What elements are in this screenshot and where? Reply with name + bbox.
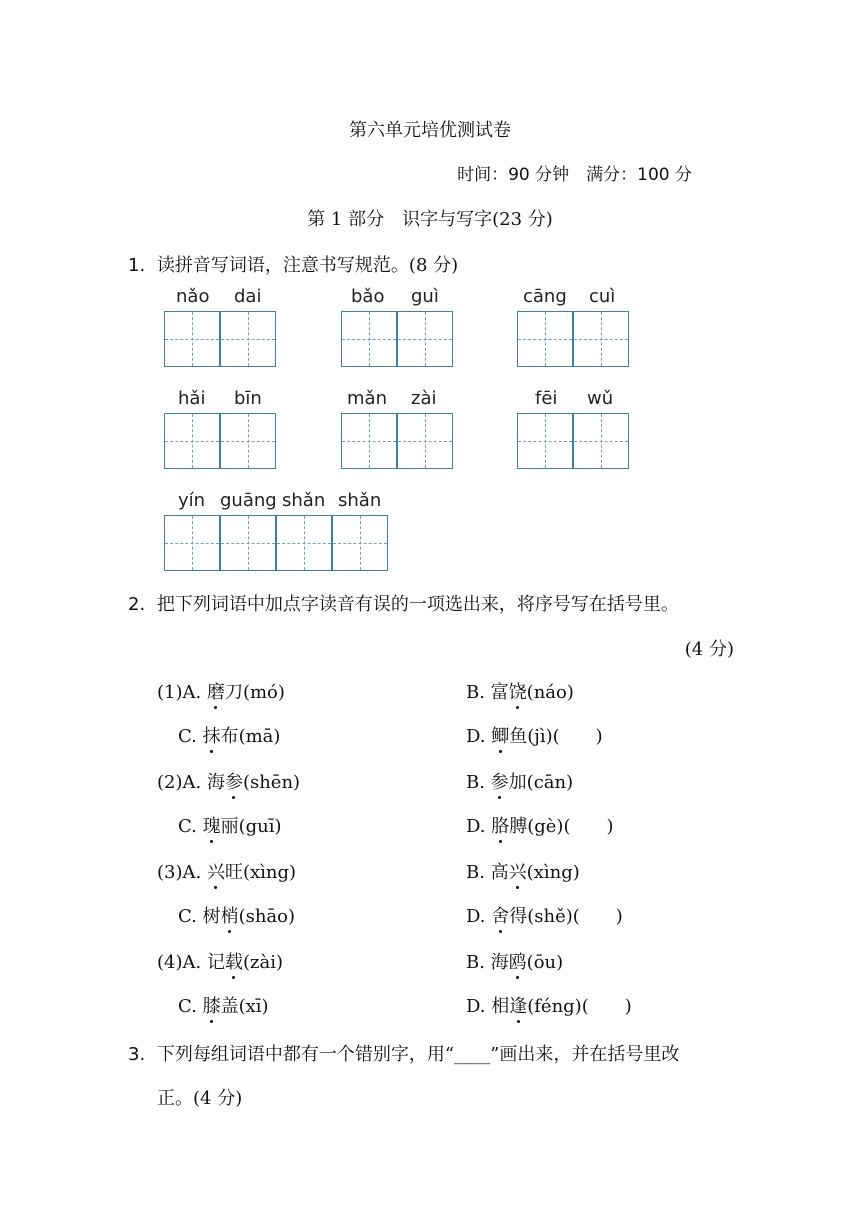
question-3-continued: 正。(4 分)	[157, 1088, 243, 1109]
option-3c	[178, 902, 295, 928]
option-suffix: 盖(xī)	[220, 996, 269, 1017]
option-suffix: (ōu)	[526, 952, 564, 973]
option-2c	[178, 812, 282, 838]
option-suffix: 加(cān)	[508, 772, 574, 793]
option-prefix: D. 相	[466, 996, 510, 1017]
writing-box[interactable]	[517, 311, 573, 367]
writing-box[interactable]	[341, 413, 397, 469]
option-prefix: (2)A. 海	[157, 772, 225, 793]
dotted-char: 兴	[509, 858, 527, 884]
option-prefix: C.	[178, 996, 203, 1017]
option-2d	[466, 812, 614, 838]
option-prefix: B.	[466, 772, 491, 793]
writing-box[interactable]	[276, 515, 332, 571]
option-3d	[466, 902, 623, 928]
option-suffix: (shēn)	[242, 772, 301, 793]
dotted-char: 瑰	[203, 812, 221, 838]
option-prefix: B. 海	[466, 952, 509, 973]
writing-box[interactable]	[164, 413, 220, 469]
option-suffix: 旺(xìng)	[224, 862, 297, 883]
dotted-char: 鸥	[509, 948, 527, 974]
option-suffix: 得(shě)( )	[509, 906, 623, 927]
question-number: 1.	[128, 255, 146, 276]
option-1b	[466, 678, 574, 704]
option-prefix: D.	[466, 906, 492, 927]
pinyin-label: hǎi	[178, 388, 206, 409]
pinyin-label: cuì	[589, 286, 616, 307]
option-1a	[157, 678, 285, 704]
writing-box[interactable]	[573, 311, 629, 367]
option-prefix: B. 高	[466, 862, 509, 883]
dotted-char: 抹	[203, 722, 221, 748]
dotted-char: 参	[225, 768, 243, 794]
option-2a	[157, 768, 300, 794]
pinyin-label: fēi	[535, 388, 558, 409]
pinyin-label: shǎn	[282, 490, 326, 511]
page-title: 第六单元培优测试卷	[349, 120, 511, 141]
option-prefix: D.	[466, 726, 492, 747]
pinyin-label: shǎn	[338, 490, 382, 511]
option-4b	[466, 948, 563, 974]
dotted-char: 兴	[207, 858, 225, 884]
exam-meta: 时间：90 分钟 满分：100 分	[457, 165, 692, 185]
option-suffix: 刀(mó)	[224, 682, 285, 703]
question-2	[128, 590, 679, 616]
option-4d	[466, 992, 632, 1018]
option-prefix: (4)A. 记	[157, 952, 225, 973]
dotted-char: 饶	[509, 678, 527, 704]
pinyin-label: guì	[411, 286, 439, 307]
question-text: 把下列词语中加点字读音有误的一项选出来，将序号写在括号里。	[156, 594, 679, 615]
writing-box[interactable]	[517, 413, 573, 469]
dotted-char: 膝	[203, 992, 221, 1018]
question-score: (4 分)	[684, 639, 734, 660]
option-prefix: C. 树	[178, 906, 221, 927]
option-prefix: D.	[466, 816, 492, 837]
option-1d	[466, 722, 603, 748]
writing-box[interactable]	[220, 311, 276, 367]
pinyin-label: guāng	[220, 490, 277, 511]
writing-box[interactable]	[164, 515, 220, 571]
option-1c	[178, 722, 280, 748]
option-suffix: 膊(gè)( )	[509, 816, 614, 837]
option-4a	[157, 948, 283, 974]
question-text: 读拼音写词语，注意书写规范。(8 分)	[156, 255, 459, 276]
dotted-char: 载	[225, 948, 243, 974]
dotted-char: 鲫	[491, 722, 509, 748]
dotted-char: 舍	[491, 902, 509, 928]
dotted-char: 逢	[509, 992, 527, 1018]
dotted-char: 胳	[491, 812, 509, 838]
question-number: 3.	[128, 1044, 146, 1065]
pinyin-label: bǎo	[351, 286, 385, 307]
writing-box[interactable]	[164, 311, 220, 367]
writing-box[interactable]	[397, 413, 453, 469]
pinyin-label: yín	[178, 490, 206, 511]
option-suffix: 布(mā)	[220, 726, 281, 747]
pinyin-label: wǔ	[587, 388, 614, 409]
question-1	[128, 251, 458, 277]
section-heading: 第 1 部分 识字与写字(23 分)	[307, 209, 553, 230]
option-prefix: C.	[178, 816, 203, 837]
option-suffix: 鱼(jì)( )	[509, 726, 603, 747]
pinyin-label: mǎn	[347, 388, 387, 409]
dotted-char: 梢	[221, 902, 239, 928]
writing-box[interactable]	[397, 311, 453, 367]
option-4c	[178, 992, 269, 1018]
writing-box[interactable]	[573, 413, 629, 469]
question-3	[128, 1040, 679, 1066]
option-prefix: (1)A.	[157, 682, 207, 703]
dotted-char: 磨	[207, 678, 225, 704]
pinyin-label: bīn	[234, 388, 262, 409]
option-3b	[466, 858, 580, 884]
option-suffix: (zài)	[242, 952, 283, 973]
question-text: 下列每组词语中都有一个错别字，用“____”画出来，并在括号里改	[156, 1044, 680, 1065]
option-suffix: (shāo)	[238, 906, 296, 927]
option-suffix: (xìng)	[526, 862, 580, 883]
option-suffix: 丽(guī)	[220, 816, 282, 837]
pinyin-label: zài	[411, 388, 437, 409]
writing-box[interactable]	[332, 515, 388, 571]
option-3a	[157, 858, 296, 884]
dotted-char: 参	[491, 768, 509, 794]
pinyin-label: nǎo	[176, 286, 210, 307]
writing-box[interactable]	[220, 413, 276, 469]
option-prefix: (3)A.	[157, 862, 207, 883]
pinyin-label: cāng	[523, 286, 567, 307]
option-prefix: B. 富	[466, 682, 509, 703]
writing-box[interactable]	[220, 515, 276, 571]
pinyin-label: dai	[234, 286, 262, 307]
option-suffix: (féng)( )	[527, 996, 632, 1017]
option-2b	[466, 768, 573, 794]
option-suffix: (náo)	[526, 682, 574, 703]
writing-box[interactable]	[341, 311, 397, 367]
question-number: 2.	[128, 594, 146, 615]
option-prefix: C.	[178, 726, 203, 747]
